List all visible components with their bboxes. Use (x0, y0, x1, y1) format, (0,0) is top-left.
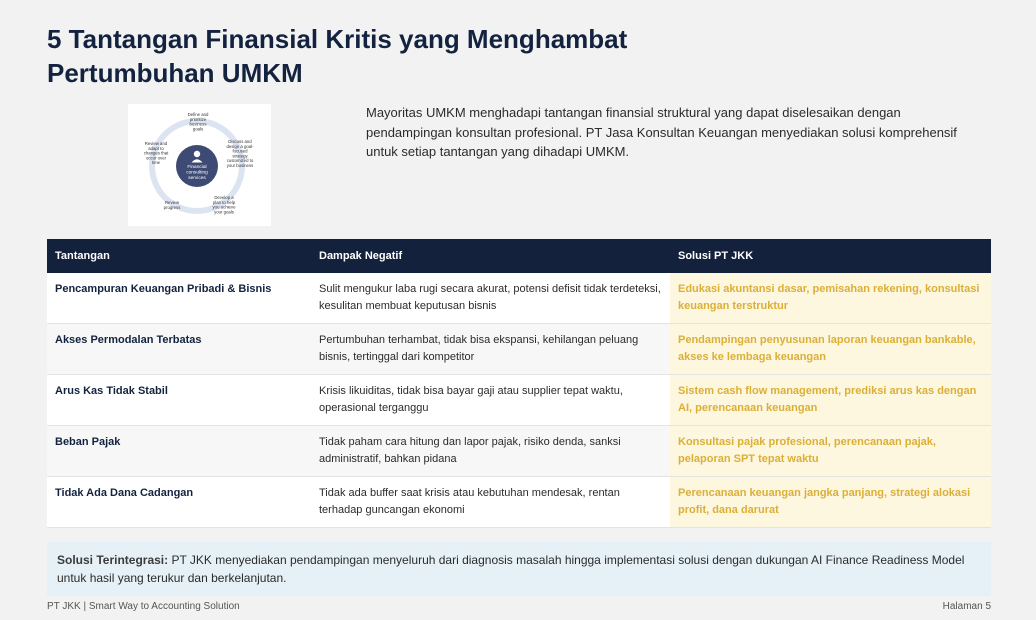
impact-cell: Pertumbuhan terhambat, tidak bisa ekspansi, kehilangan peluang bisnis, tertinggal dari kompetitor (319, 334, 639, 363)
consulting-cycle-svg (128, 104, 271, 226)
footer-page-number: Halaman 5 (942, 601, 991, 612)
challenge-cell: Beban Pajak (55, 436, 121, 448)
diagram-step-top: Define and prioritize business goals (187, 112, 209, 132)
integrated-solution-note (47, 542, 991, 596)
table-row (47, 273, 991, 324)
impact-cell: Sulit mengukur laba rugi secara akurat, potensi defisit tidak terdeteksi, kesulitan membuat keputusan bisnis (319, 283, 661, 312)
header-solution: Solusi PT JKK (678, 250, 754, 262)
table-row (47, 375, 991, 426)
page-title-line-2: Pertumbuhan UMKM (47, 58, 303, 88)
page-title-line-1: 5 Tantangan Finansial Kritis yang Menghambat (47, 24, 628, 54)
solution-cell: Pendampingan penyusunan laporan keuangan bankable, akses ke lembaga keuangan (670, 324, 991, 374)
diagram-step-left: Review and adapt to changes that occur over time (143, 141, 169, 166)
impact-cell: Tidak paham cara hitung dan lapor pajak, risiko denda, sanksi administratif, bahkan pidana (319, 436, 621, 465)
diagram-step-bottom-right: Develop a plan to help you achieve your goals (212, 195, 236, 215)
challenge-cell: Arus Kas Tidak Stabil (55, 385, 168, 397)
diagram-step-bottom-left: Review progress (163, 200, 181, 210)
challenge-cell: Tidak Ada Dana Cadangan (55, 487, 194, 499)
table-row (47, 477, 991, 528)
solution-cell: Edukasi akuntansi dasar, pemisahan rekening, konsultasi keuangan terstruktur (670, 273, 991, 323)
footer-company: PT JKK | Smart Way to Accounting Solution (47, 601, 240, 612)
header-challenge: Tantangan (55, 250, 110, 262)
table-header (47, 239, 991, 273)
impact-cell: Tidak ada buffer saat krisis atau kebutuhan mendesak, rentan terhadap guncangan ekonomi (319, 487, 620, 516)
diagram-step-right: Discuss and design a goal-focused strategy customized to your business (226, 139, 254, 168)
consulting-cycle-diagram (128, 104, 271, 226)
header-impact: Dampak Negatif (319, 250, 403, 262)
note-text: PT JKK menyediakan pendampingan menyeluruh dari diagnosis masalah hingga implementasi solusi dengan dukungan AI Finance Readiness Model untuk hasil yang terukur dan berkelanjutan. (57, 553, 965, 585)
intro-paragraph: Mayoritas UMKM menghadapi tantangan finansial struktural yang dapat diselesaikan dengan pendampingan konsultan profesional. PT Jasa Konsultan Keuangan menyediakan solusi komprehensif untuk setiap tantangan yang dihadapi UMKM. (366, 105, 957, 159)
challenge-cell: Pencampuran Keuangan Pribadi & Bisnis (55, 283, 272, 295)
diagram-center-label: Financial consulting services (186, 165, 208, 181)
solution-cell: Sistem cash flow management, prediksi arus kas dengan AI, perencanaan keuangan (670, 375, 991, 425)
solution-cell: Perencanaan keuangan jangka panjang, strategi alokasi profit, dana darurat (670, 477, 991, 527)
challenges-table (47, 239, 991, 528)
note-label: Solusi Terintegrasi: (57, 553, 169, 567)
page-title (47, 22, 687, 90)
challenge-cell: Akses Permodalan Terbatas (55, 334, 202, 346)
table-row (47, 324, 991, 375)
impact-cell: Krisis likuiditas, tidak bisa bayar gaji atau supplier tepat waktu, operasional terganggu (319, 385, 623, 414)
solution-cell: Konsultasi pajak profesional, perencanaan pajak, pelaporan SPT tepat waktu (670, 426, 991, 476)
table-row (47, 426, 991, 477)
